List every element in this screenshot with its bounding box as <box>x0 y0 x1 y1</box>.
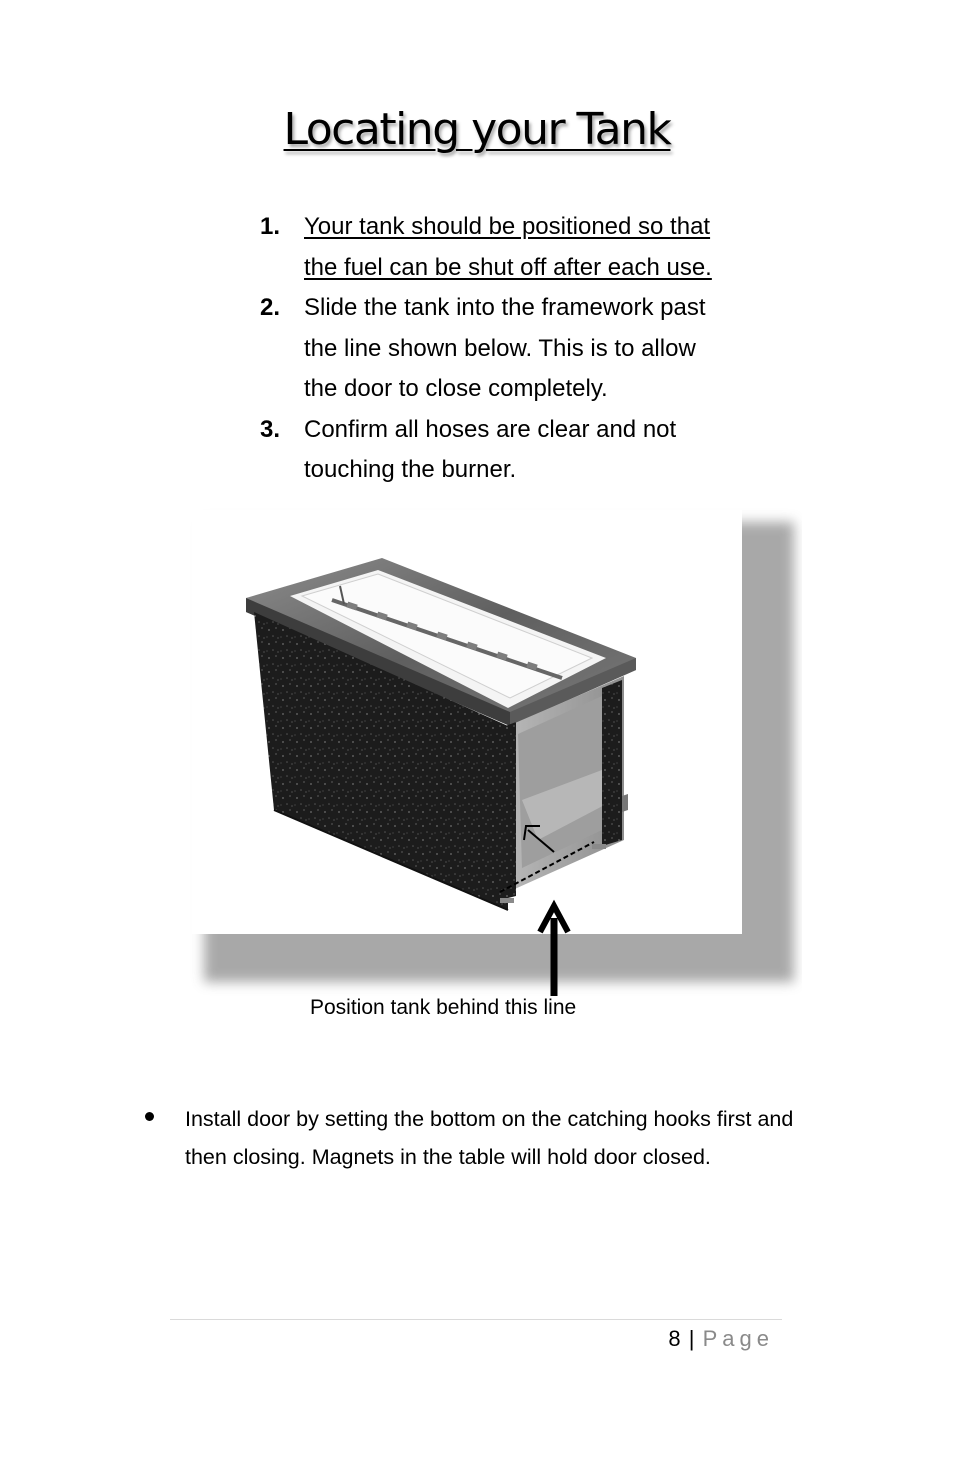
bullet-text-line: Install door by setting the bottom on the catching hooks first and <box>185 1107 794 1131</box>
step-number: 1. <box>260 213 281 240</box>
page-number: 8 <box>668 1326 682 1351</box>
step-text-line: the line shown below. This is to allow <box>304 334 696 362</box>
step-number: 2. <box>260 294 281 321</box>
bullet-text-line: then closing. Magnets in the table will hold door closed. <box>185 1145 711 1169</box>
step-text-line: touching the burner. <box>304 456 517 483</box>
step-text-line: Slide the tank into the framework past <box>304 294 706 321</box>
step-text-line: the fuel can be shut off after each use. <box>304 253 712 281</box>
page-label: Page <box>702 1326 774 1351</box>
step-text-line: Your tank should be positioned so that <box>304 213 711 240</box>
step-item <box>258 410 778 491</box>
page-title: Locating your Tank <box>283 104 671 155</box>
page-footer <box>668 1326 774 1352</box>
step-number: 3. <box>260 415 281 443</box>
bullet-icon <box>145 1112 154 1121</box>
step-text-line: Confirm all hoses are clear and not <box>304 415 677 443</box>
footer-divider <box>170 1319 782 1320</box>
footer-separator: | <box>688 1326 696 1351</box>
instruction-list <box>258 207 778 491</box>
bullet-list-item <box>140 1100 900 1176</box>
step-text-line: the door to close completely. <box>304 375 608 402</box>
fire-table-illustration <box>182 500 802 1000</box>
figure-caption: Position tank behind this line <box>310 996 577 1019</box>
step-item <box>258 207 778 288</box>
step-item <box>258 288 778 410</box>
